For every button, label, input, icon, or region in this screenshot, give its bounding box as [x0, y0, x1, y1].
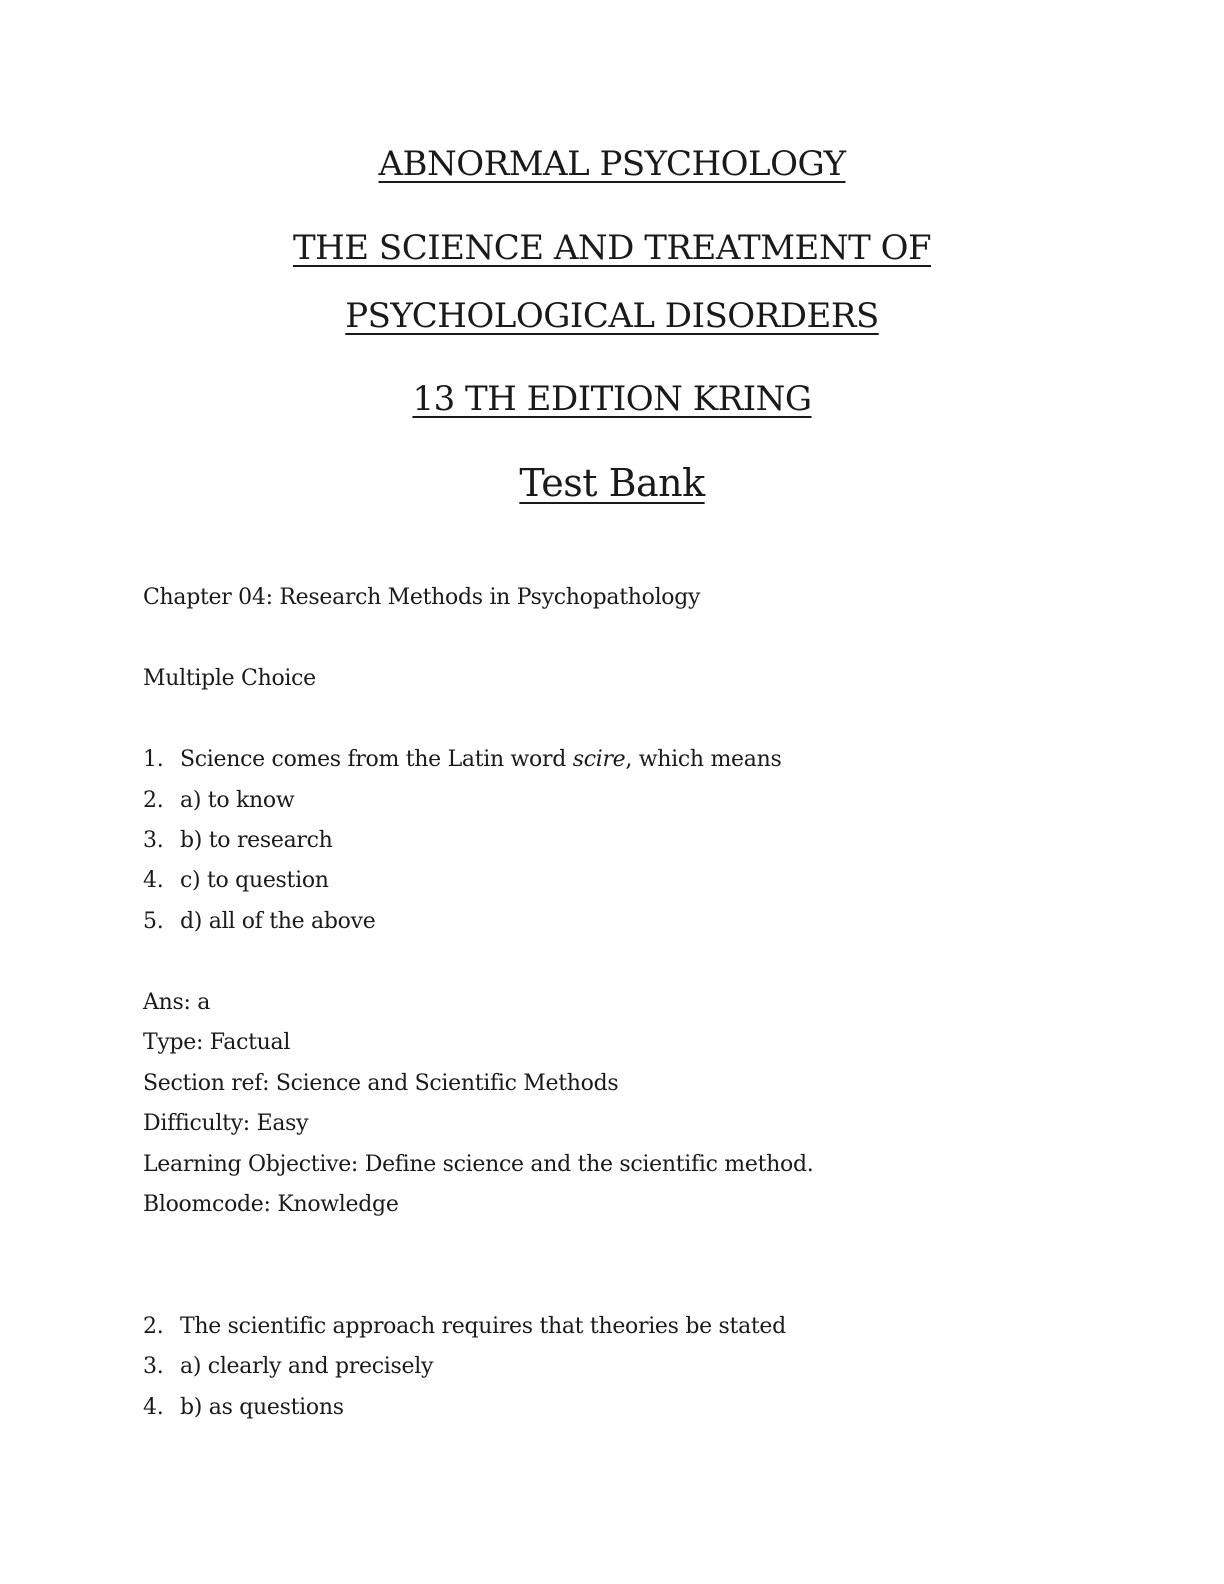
- list-number: 3.: [143, 828, 164, 853]
- q1-option-a: [143, 790, 294, 812]
- title-science-and-treatment: THE SCIENCE AND TREATMENT OF: [292, 228, 932, 268]
- list-number: 5.: [143, 909, 164, 934]
- option-text: b) to research: [180, 828, 333, 853]
- option-text: a) to know: [180, 788, 295, 813]
- option-text: a) clearly and precisely: [180, 1354, 434, 1379]
- q1-stem: [143, 749, 781, 771]
- q1-learning-objective: Learning Objective: Define science and the scientific method.: [143, 1152, 814, 1177]
- q2-option-b: [143, 1397, 344, 1419]
- q1-stem-italic: scire: [572, 747, 626, 772]
- q1-stem-before: Science comes from the Latin word: [180, 747, 573, 772]
- list-number: 2.: [143, 788, 164, 813]
- list-number: 3.: [143, 1354, 164, 1379]
- chapter-heading: Chapter 04: Research Methods in Psychopathology: [143, 585, 701, 610]
- option-text: c) to question: [180, 868, 329, 893]
- q1-type: Type: Factual: [143, 1030, 291, 1055]
- option-text: d) all of the above: [180, 909, 376, 934]
- q1-option-c: [143, 870, 329, 892]
- list-number: 4.: [143, 1395, 164, 1420]
- q1-section-ref: Section ref: Science and Scientific Methods: [143, 1071, 619, 1096]
- section-type: Multiple Choice: [143, 666, 316, 691]
- list-number: 1.: [143, 747, 164, 772]
- title-edition: 13 TH EDITION KRING: [412, 379, 812, 419]
- list-number: 2.: [143, 1314, 164, 1339]
- list-number: 4.: [143, 868, 164, 893]
- q1-stem-after: , which means: [625, 747, 782, 772]
- title-abnormal-psychology: ABNORMAL PSYCHOLOGY: [378, 144, 846, 184]
- q2-option-a: [143, 1356, 433, 1378]
- q2-stem-text: The scientific approach requires that theories be stated: [180, 1314, 786, 1339]
- q2-stem: [143, 1316, 786, 1338]
- option-text: b) as questions: [180, 1395, 344, 1420]
- q1-bloomcode: Bloomcode: Knowledge: [143, 1192, 399, 1217]
- q1-difficulty: Difficulty: Easy: [143, 1111, 309, 1136]
- q1-option-b: [143, 830, 333, 852]
- title-psychological-disorders: PSYCHOLOGICAL DISORDERS: [345, 296, 879, 336]
- q1-option-d: [143, 911, 375, 933]
- q1-answer: Ans: a: [143, 990, 211, 1015]
- title-test-bank: Test Bank: [519, 461, 705, 505]
